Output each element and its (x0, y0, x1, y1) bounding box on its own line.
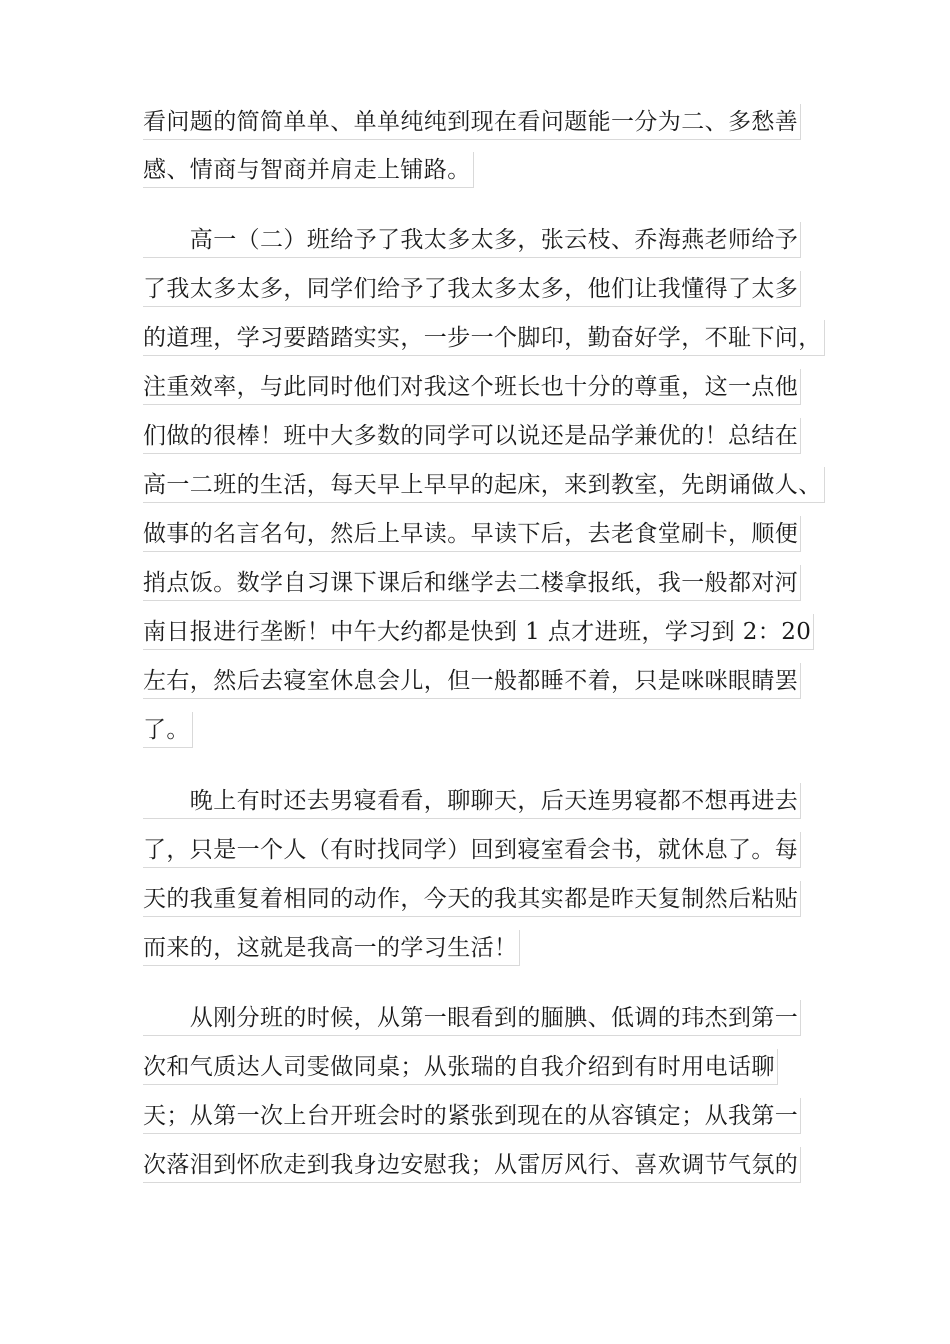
text-line: 注重效率，与此同时他们对我这个班长也十分的尊重，这一点他 (143, 369, 801, 405)
text-line: 而来的，这就是我高一的学习生活！ (143, 930, 520, 966)
text-line: 了，只是一个人（有时找同学）回到寝室看会书，就休息了。每 (143, 832, 801, 868)
text-line: 感、情商与智商并肩走上铺路。 (143, 152, 474, 188)
text-line: 次落泪到怀欣走到我身边安慰我；从雷厉风行、喜欢调节气氛的 (143, 1147, 801, 1183)
text-line: 做事的名言名句，然后上早读。早读下后，去老食堂刷卡，顺便 (143, 516, 801, 552)
text-line: 的道理，学习要踏踏实实，一步一个脚印，勤奋好学，不耻下问， (143, 320, 825, 356)
text-line: 次和气质达人司雯做同桌；从张瑞的自我介绍到有时用电话聊 (143, 1049, 778, 1085)
text-line: 南日报进行垄断！中午大约都是快到 1 点才进班，学习到 2：20 (143, 614, 814, 650)
text-line: 天；从第一次上台开班会时的紧张到现在的从容镇定；从我第一 (143, 1098, 801, 1134)
text-line: 高一二班的生活，每天早上早早的起床，来到教室，先朗诵做人、 (143, 467, 825, 503)
text-line: 了。 (143, 712, 193, 748)
text-line: 高一（二）班给予了我太多太多，张云枝、乔海燕老师给予 (143, 222, 801, 258)
text-line: 从刚分班的时候，从第一眼看到的腼腆、低调的玮杰到第一 (143, 1000, 801, 1036)
text-line: 天的我重复着相同的动作，今天的我其实都是昨天复制然后粘贴 (143, 881, 801, 917)
text-line: 了我太多太多，同学们给予了我太多太多，他们让我懂得了太多 (143, 271, 801, 307)
text-line: 晚上有时还去男寝看看，聊聊天，后天连男寝都不想再进去 (143, 783, 801, 819)
text-line: 们做的很棒！班中大多数的同学可以说还是品学兼优的！总结在 (143, 418, 801, 454)
text-line: 左右，然后去寝室休息会儿，但一般都睡不着，只是咪咪眼睛罢 (143, 663, 801, 699)
text-line: 看问题的简简单单、单单纯纯到现在看问题能一分为二、多愁善 (143, 104, 801, 140)
text-line: 捎点饭。数学自习课下课后和继学去二楼拿报纸，我一般都对河 (143, 565, 801, 601)
